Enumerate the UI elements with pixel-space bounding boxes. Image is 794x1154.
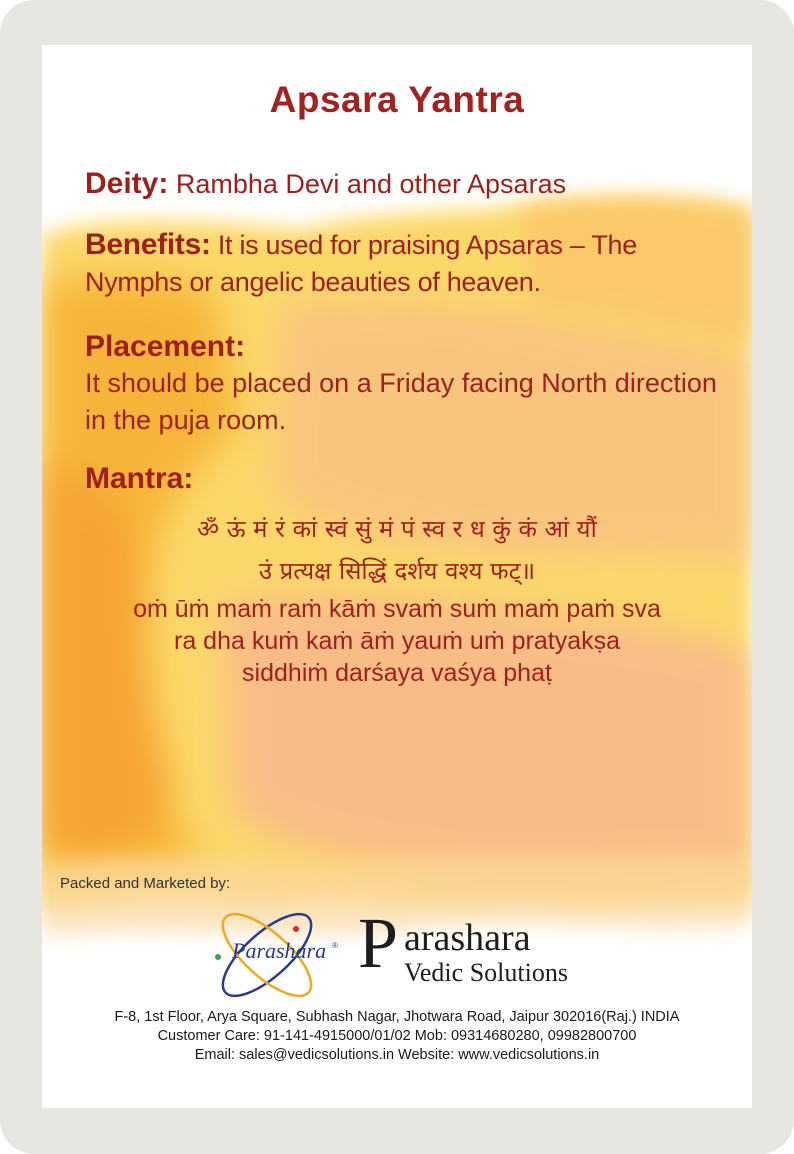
mantra-transliteration-line-3: siddhiṁ darśaya vaśya phaṭ [242,659,552,687]
mantra-transliteration-line-1: oṁ ūṁ maṁ raṁ kāṁ svaṁ suṁ maṁ paṁ sva [133,595,661,623]
deity-section [85,165,725,203]
mantra-transliteration-line-2: ra dha kuṁ kaṁ āṁ yauṁ uṁ pratyakṣa [174,627,620,655]
deity-value: Rambha Devi and other Apsaras [168,169,567,199]
email-website-line: Email: sales@vedicsolutions.in Website: www.vedicsolutions.in [194,1047,600,1063]
placement-label: Placement: [85,330,246,363]
brand-rest: arashara [404,917,531,959]
benefits-section [85,226,725,301]
logo-wordmark: Parashara [232,938,327,963]
mantra-transliteration [62,593,732,689]
packed-by-label: Packed and Marketed by: [60,875,231,892]
page-title: Apsara Yantra [269,79,525,120]
mantra-devanagari [62,508,732,592]
card-content [42,45,752,1108]
benefits-label: Benefits: [85,228,211,261]
yantra-card [42,45,752,1108]
address-line: F-8, 1st Floor, Arya Square, Subhash Nagar, Jhotwara Road, Jaipur 302016(Raj.) INDIA [114,1009,680,1025]
placement-section [85,328,725,439]
placement-value: It should be placed on a Friday facing North direction in the puja room. [85,368,717,435]
registered-mark: ® [332,941,338,950]
mantra-section [85,460,725,498]
mantra-devanagari-line-1: ॐ ऊं मं रं कां स्वं सुं मं पं स्व र ध कुं कं आं यौं [197,515,597,543]
contact-info [42,1008,752,1065]
mantra-devanagari-line-2: उं प्रत्यक्ष सिद्धिं दर्शय वश्य फट्॥ [258,557,536,585]
brand-initial: P [358,903,399,983]
brand-subtitle: Vedic Solutions [404,958,568,987]
mantra-label: Mantra: [85,462,194,495]
customer-care-line: Customer Care: 91-141-4915000/01/02 Mob: 09314680280, 09982800700 [157,1028,637,1044]
benefits-value: It is used for praising Apsaras – The Nymphs or angelic beauties of heaven. [85,230,637,297]
deity-label: Deity: [85,167,169,200]
